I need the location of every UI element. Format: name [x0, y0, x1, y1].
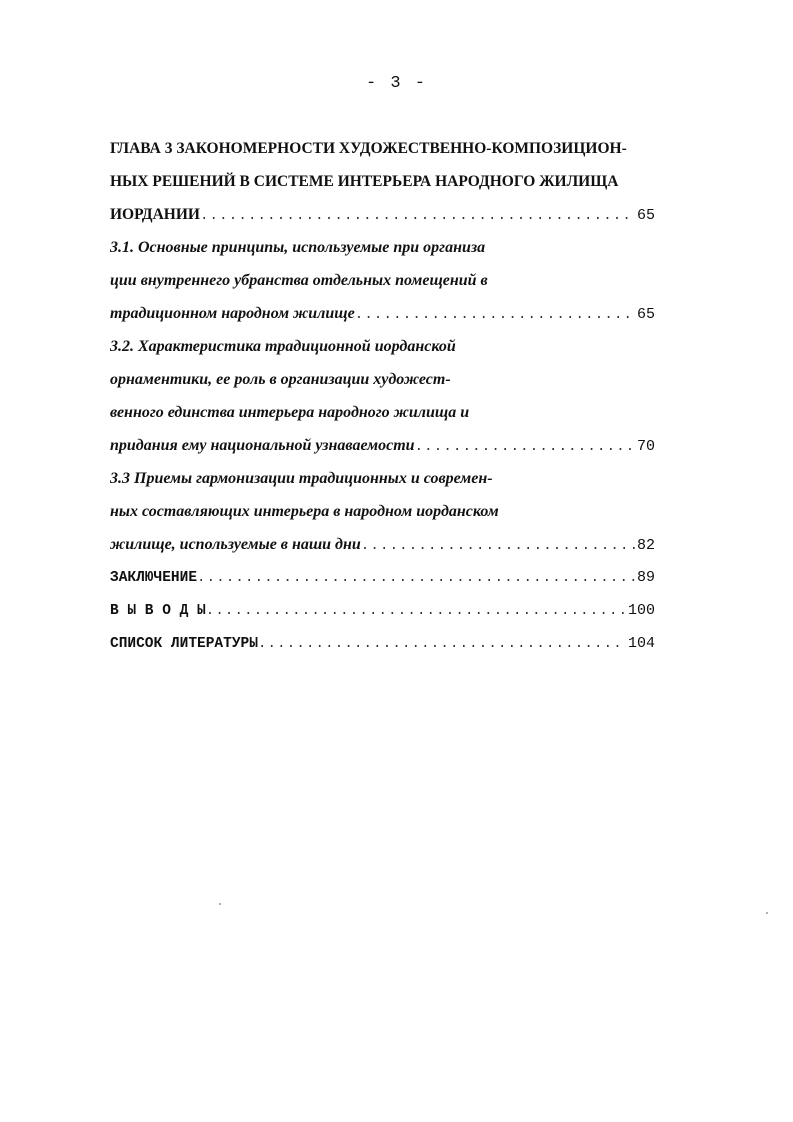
toc-line: ГЛАВА 3 ЗАКОНОМЕРНОСТИ ХУДОЖЕСТВЕННО-КОМПОЗИЦИОН-	[110, 140, 627, 157]
toc-page-number: 70	[636, 438, 655, 455]
scan-speck	[766, 912, 768, 914]
toc-line: придания ему национальной узнаваемости	[110, 437, 415, 454]
dot-leader	[415, 436, 635, 458]
toc-line: 3.2. Характеристика традиционной иорданской	[110, 338, 456, 355]
toc-entry-section-3-2	[110, 336, 655, 468]
dot-leader	[361, 535, 635, 557]
toc-line-with-page	[110, 435, 655, 468]
toc-line: жилище, используемые в наши дни	[110, 536, 361, 553]
toc-label: СПИСОК ЛИТЕРАТУРЫ	[110, 636, 258, 652]
toc-label: В Ы В О Д Ы	[110, 603, 206, 619]
toc-line: орнаментики, ее роль в организации художест-	[110, 371, 451, 388]
toc-entry-section-3-1	[110, 237, 655, 336]
toc-line: НЫХ РЕШЕНИЙ В СИСТЕМЕ ИНТЕРЬЕРА НАРОДНОГО ЖИЛИЩА	[110, 173, 619, 190]
toc-line: традиционном народном жилище	[110, 305, 355, 322]
dot-leader	[355, 304, 635, 326]
toc-line: 3.1. Основные принципы, используемые при организа	[110, 239, 486, 256]
toc-entry-conclusion	[110, 567, 655, 600]
toc-entry-references	[110, 633, 655, 666]
toc-entry-findings	[110, 600, 655, 633]
toc-page-number: 104	[627, 635, 655, 652]
toc-line: 3.3 Приемы гармонизации традиционных и современ-	[110, 470, 493, 487]
scan-speck	[219, 903, 221, 905]
toc-line: венного единства интерьера народного жилища и	[110, 404, 470, 421]
toc-page-number: 82	[636, 537, 655, 554]
dot-leader	[200, 205, 635, 227]
toc-line: ции внутреннего убранства отдельных помещений в	[110, 272, 488, 289]
toc-line: ных составляющих интерьера в народном иорданском	[110, 503, 499, 520]
toc-page-number: 100	[627, 602, 655, 619]
toc-page-number: 65	[636, 207, 655, 224]
toc-line-with-page	[110, 204, 655, 237]
toc-entry-chapter-3	[110, 138, 655, 237]
toc-line: ИОРДАНИИ	[110, 206, 200, 223]
dot-leader	[258, 633, 626, 655]
dot-leader	[197, 567, 635, 589]
toc-page-number: 89	[636, 569, 655, 586]
table-of-contents	[110, 138, 655, 666]
page-number: - 3 -	[365, 74, 427, 93]
toc-entry-section-3-3	[110, 468, 655, 567]
dot-leader	[206, 600, 626, 622]
toc-page-number: 65	[636, 306, 655, 323]
toc-line-with-page	[110, 303, 655, 336]
toc-label: ЗАКЛЮЧЕНИЕ	[110, 570, 198, 586]
toc-line-with-page	[110, 534, 655, 567]
